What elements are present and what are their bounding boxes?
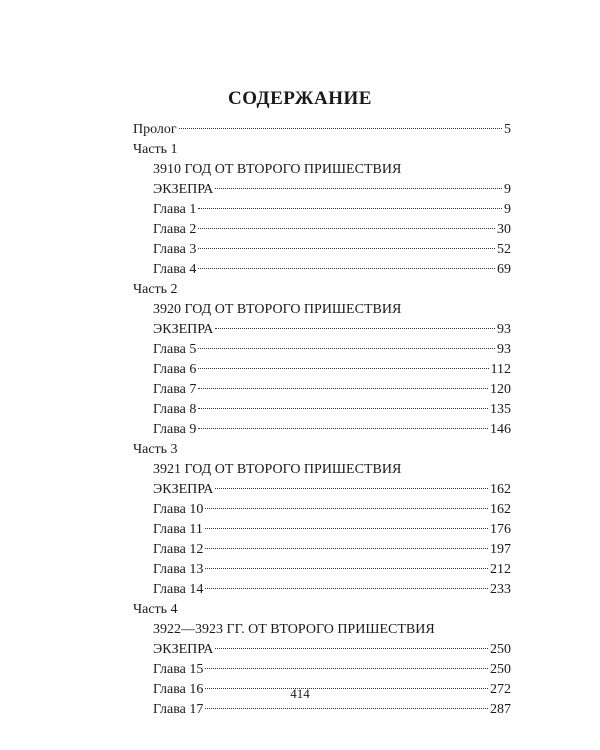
dot-leader — [215, 488, 488, 489]
toc-entry-page: 30 — [497, 222, 511, 237]
toc-entry-chapter — [133, 200, 511, 220]
toc-entry-label: ЭКЗЕПРА — [153, 482, 214, 497]
dot-leader — [205, 588, 488, 589]
toc-entry-page: 272 — [490, 682, 511, 697]
toc-entry-label: Глава 13 — [153, 562, 204, 577]
page-number: 414 — [290, 686, 310, 701]
dot-leader — [198, 428, 488, 429]
toc-entry-section — [133, 640, 511, 660]
toc-entry-page: 250 — [490, 662, 511, 677]
toc-entry-page: 287 — [490, 702, 511, 717]
toc-entry-label: ЭКЗЕПРА — [153, 182, 214, 197]
part-heading: Часть 3 — [133, 442, 178, 457]
toc-entry-chapter — [133, 260, 511, 280]
toc-entry-label: Глава 9 — [153, 422, 197, 437]
section-title: 3922—3923 ГГ. ОТ ВТОРОГО ПРИШЕСТВИЯ — [153, 622, 435, 637]
toc-title: СОДЕРЖАНИЕ — [228, 88, 372, 109]
toc-entry-label: Глава 7 — [153, 382, 197, 397]
toc-entry-chapter — [133, 400, 511, 420]
toc-entry-page: 197 — [490, 542, 511, 557]
toc-entry-chapter — [133, 240, 511, 260]
toc-entry-page: 146 — [490, 422, 511, 437]
toc-entry-page: 233 — [490, 582, 511, 597]
toc-entry-label: Глава 17 — [153, 702, 204, 717]
toc-entry-label: Глава 8 — [153, 402, 197, 417]
toc-entry-page: 69 — [497, 262, 511, 277]
dot-leader — [215, 648, 488, 649]
toc-entry-page: 9 — [504, 182, 511, 197]
dot-leader — [198, 368, 488, 369]
toc-entry-page: 112 — [490, 362, 511, 377]
toc-entry-label: Пролог — [133, 122, 177, 137]
toc-entry-section — [133, 480, 511, 500]
toc-entry-page: 135 — [490, 402, 511, 417]
dot-leader — [205, 668, 488, 669]
toc-entry-label: Глава 2 — [153, 222, 197, 237]
part-heading: Часть 4 — [133, 602, 178, 617]
toc-entry-page: 212 — [490, 562, 511, 577]
toc-entry-chapter — [133, 500, 511, 520]
section-title: 3921 ГОД ОТ ВТОРОГО ПРИШЕСТВИЯ — [153, 462, 402, 477]
toc-entry-section — [133, 320, 511, 340]
dot-leader — [205, 548, 488, 549]
toc-entry-label: Глава 12 — [153, 542, 204, 557]
toc-entry-label: Глава 10 — [153, 502, 204, 517]
toc-entry-page: 120 — [490, 382, 511, 397]
toc-entry-chapter — [133, 360, 511, 380]
toc-entry-page: 176 — [490, 522, 511, 537]
toc-entry-page: 250 — [490, 642, 511, 657]
toc-entry-label: ЭКЗЕПРА — [153, 322, 214, 337]
dot-leader — [198, 388, 488, 389]
toc-entry-label: Глава 14 — [153, 582, 204, 597]
dot-leader — [198, 348, 495, 349]
toc-entry-chapter — [133, 520, 511, 540]
dot-leader — [205, 508, 488, 509]
dot-leader — [205, 708, 488, 709]
toc-entry-chapter — [133, 560, 511, 580]
dot-leader — [198, 268, 495, 269]
toc-entry-chapter — [133, 220, 511, 240]
dot-leader — [205, 568, 488, 569]
part-heading: Часть 2 — [133, 282, 178, 297]
dot-leader — [198, 208, 502, 209]
toc-entry-chapter — [133, 580, 511, 600]
dot-leader — [215, 188, 502, 189]
toc-entry-page: 9 — [504, 202, 511, 217]
toc-entry-page: 93 — [497, 342, 511, 357]
section-title: 3920 ГОД ОТ ВТОРОГО ПРИШЕСТВИЯ — [153, 302, 402, 317]
toc-entry-label: ЭКЗЕПРА — [153, 642, 214, 657]
toc-entry-prologue — [133, 120, 511, 140]
dot-leader — [198, 408, 488, 409]
toc-entry-label: Глава 16 — [153, 682, 204, 697]
dot-leader — [198, 228, 495, 229]
dot-leader — [179, 128, 502, 129]
dot-leader — [215, 328, 495, 329]
dot-leader — [198, 248, 495, 249]
toc-entry-section — [133, 180, 511, 200]
toc-entry-label: Глава 15 — [153, 662, 204, 677]
toc-entry-label: Глава 5 — [153, 342, 197, 357]
toc-entry-chapter — [133, 340, 511, 360]
toc-entry-label: Глава 3 — [153, 242, 197, 257]
toc-entry-chapter — [133, 380, 511, 400]
toc-entry-label: Глава 1 — [153, 202, 197, 217]
toc-entry-chapter — [133, 660, 511, 680]
toc-entry-label: Глава 11 — [153, 522, 203, 537]
toc-entry-page: 162 — [490, 482, 511, 497]
dot-leader — [205, 528, 488, 529]
section-title: 3910 ГОД ОТ ВТОРОГО ПРИШЕСТВИЯ — [153, 162, 402, 177]
toc-entry-chapter — [133, 540, 511, 560]
toc-entry-page: 93 — [497, 322, 511, 337]
table-of-contents — [133, 120, 511, 720]
toc-entry-page: 52 — [497, 242, 511, 257]
toc-entry-label: Глава 6 — [153, 362, 197, 377]
part-heading: Часть 1 — [133, 142, 178, 157]
toc-entry-page: 162 — [490, 502, 511, 517]
toc-entry-chapter — [133, 700, 511, 720]
toc-entry-label: Глава 4 — [153, 262, 197, 277]
toc-entry-chapter — [133, 420, 511, 440]
toc-entry-page: 5 — [504, 122, 511, 137]
